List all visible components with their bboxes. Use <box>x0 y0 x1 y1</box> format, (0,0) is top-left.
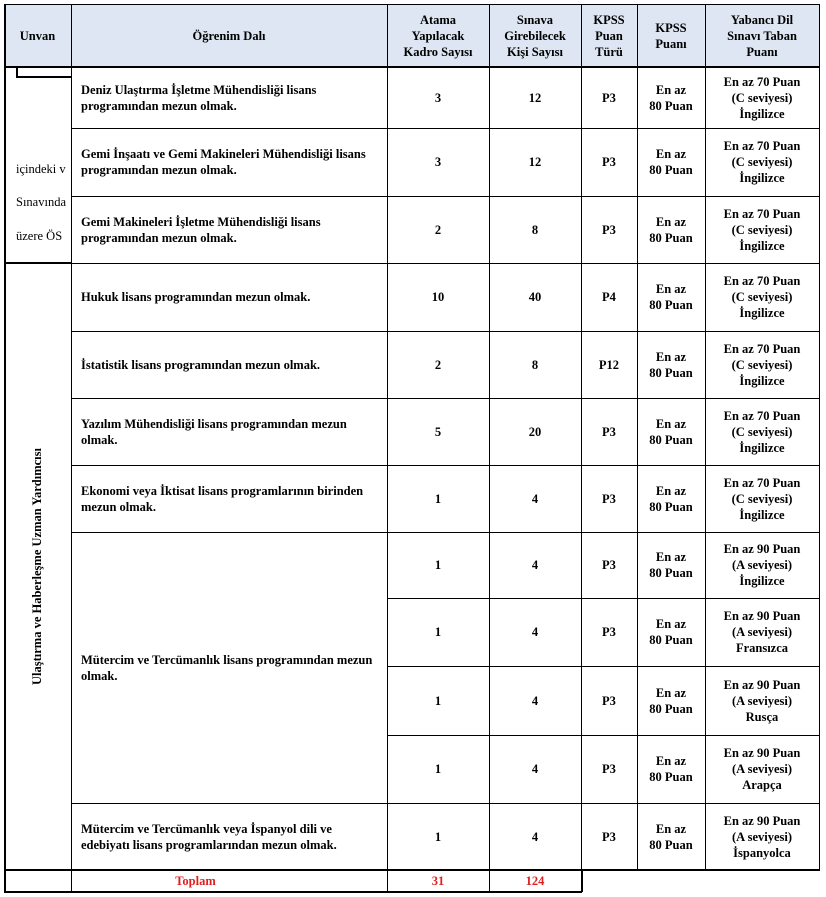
kpss-puan-turu-cell: P3 <box>602 693 616 708</box>
header-bottom-border <box>4 66 820 68</box>
yabanci-dil-line: En az 70 Puan <box>723 74 801 89</box>
header-kpss-puan-turu-line: Puan <box>595 28 623 43</box>
kpss-puani-text <box>649 549 692 581</box>
degree-cell: Yazılım Mühendisliği lisans programından mezun olmak. <box>81 416 347 447</box>
kpss-puani-line: En az <box>655 617 687 631</box>
kadro-sayisi-cell: 1 <box>434 693 442 708</box>
kpss-puani-text <box>649 281 692 313</box>
kpss-puani-line: En az <box>655 821 687 836</box>
yabanci-dil-line: En az 90 Puan <box>723 813 801 828</box>
kpss-puani-text <box>649 146 692 178</box>
kpss-puani-line: 80 Puan <box>649 701 693 716</box>
kpss-puani-line: En az <box>655 147 687 161</box>
bracket-mark-horizontal <box>16 76 71 78</box>
header-yabanci-dil-line: Sınavı Taban <box>727 28 797 43</box>
yabanci-dil-line: En az 70 Puan <box>723 475 801 490</box>
kpss-puan-turu-cell: P12 <box>598 357 620 372</box>
header-unvan: Unvan <box>4 4 71 67</box>
yabanci-dil-text <box>724 206 801 254</box>
kpss-puani-line: En az <box>655 82 687 97</box>
yabanci-dil-line: Fransızca <box>735 641 789 655</box>
yabanci-dil-line: (C seviyesi) <box>731 290 793 304</box>
table-bottom-line <box>4 869 820 871</box>
header-kpss-puani-text <box>655 20 686 52</box>
column-divider <box>71 4 72 892</box>
kpss-puani-cell <box>637 196 705 263</box>
kpss-puan-turu-cell: P3 <box>602 491 616 506</box>
yabanci-dil-line: (C seviyesi) <box>731 491 793 506</box>
kpss-puani-line: En az <box>655 685 687 700</box>
header-kisi-sayisi <box>489 4 581 67</box>
kpss-puani-line: En az <box>655 754 687 768</box>
degree-cell: Mütercim ve Tercümanlık veya İspanyol dili ve edebiyatı lisans programlarından mezun olmak. <box>81 821 337 852</box>
row-divider <box>71 465 820 466</box>
yabanci-dil-line: İspanyolca <box>733 845 791 860</box>
yabanci-dil-cell <box>705 666 819 735</box>
kadro-sayisi-cell: 5 <box>434 424 442 439</box>
yabanci-dil-text <box>724 74 801 122</box>
yabanci-dil-line: (C seviyesi) <box>731 357 793 372</box>
kpss-puani-cell <box>637 532 705 598</box>
total-kadro: 31 <box>431 874 445 888</box>
kpss-puani-text <box>649 349 692 381</box>
yabanci-dil-line: İngilizce <box>739 106 785 121</box>
header-kpss-puani-line: Puanı <box>655 36 687 51</box>
column-divider <box>581 4 582 892</box>
column-divider <box>489 4 490 892</box>
kadro-sayisi-cell: 1 <box>434 558 442 572</box>
yabanci-dil-text <box>724 273 801 321</box>
kpss-puani-cell <box>637 465 705 532</box>
yabanci-dil-text <box>724 408 801 456</box>
yabanci-dil-cell <box>705 128 819 196</box>
yabanci-dil-line: En az 70 Puan <box>723 274 801 288</box>
row-divider <box>387 598 820 599</box>
header-kisi-sayisi-line: Girebilecek <box>504 28 566 43</box>
left-column-text-fragment: üzere ÖS <box>16 229 63 243</box>
header-kpss-puan-turu-text <box>593 12 624 60</box>
kpss-puan-turu-cell: P3 <box>602 155 616 169</box>
degree-cell: Gemi İnşaatı ve Gemi Makineleri Mühendisliği lisans programından mezun olmak. <box>81 147 366 177</box>
yabanci-dil-text <box>724 608 801 656</box>
row-divider <box>387 735 820 736</box>
kpss-puani-line: 80 Puan <box>649 499 693 514</box>
kpss-puani-text <box>649 82 692 114</box>
yabanci-dil-text <box>724 677 801 725</box>
kisi-sayisi-cell: 4 <box>531 625 539 639</box>
row-divider <box>71 803 820 804</box>
row-divider <box>71 331 820 332</box>
yabanci-dil-line: (A seviyesi) <box>731 625 793 639</box>
header-yabanci-dil-text <box>727 12 797 60</box>
yabanci-dil-line: En az 70 Puan <box>723 408 801 423</box>
kadro-sayisi-cell: 3 <box>434 155 442 169</box>
kadro-sayisi-cell: 2 <box>434 222 442 237</box>
row-divider <box>71 196 820 197</box>
yabanci-dil-line: Rusça <box>745 709 779 724</box>
yabanci-dil-line: (A seviyesi) <box>731 558 793 572</box>
kisi-sayisi-cell: 4 <box>531 558 539 572</box>
yabanci-dil-line: İngilizce <box>739 574 785 588</box>
yabanci-dil-text <box>724 745 801 793</box>
yabanci-dil-line: Arapça <box>742 778 782 792</box>
kpss-puan-turu-cell: P3 <box>602 829 616 844</box>
header-kadro-sayisi <box>387 4 489 67</box>
left-column-text-fragment: içindeki v <box>16 162 66 176</box>
kpss-puani-text <box>649 483 692 515</box>
kisi-sayisi-cell: 4 <box>531 829 539 844</box>
kpss-puani-text <box>649 685 692 717</box>
kpss-puani-line: 80 Puan <box>649 837 693 852</box>
header-kadro-sayisi-line: Atama <box>419 12 457 27</box>
total-bottom-border <box>4 891 582 893</box>
kadro-sayisi-cell: 1 <box>434 829 442 844</box>
header-kadro-sayisi-text <box>404 12 473 60</box>
degree-cell-merged: Mütercim ve Tercümanlık lisans programından mezun olmak. <box>81 652 373 683</box>
yabanci-dil-text <box>724 541 801 589</box>
kpss-puani-line: En az <box>655 349 687 364</box>
yabanci-dil-line: İngilizce <box>739 306 785 320</box>
row-divider <box>387 666 820 667</box>
row-divider <box>71 263 820 264</box>
kadro-sayisi-cell: 1 <box>434 762 442 776</box>
kpss-puani-cell <box>637 398 705 465</box>
kadro-sayisi-cell: 3 <box>434 90 442 105</box>
degree-cell: Gemi Makineleri İşletme Mühendisliği lisans programından mezun olmak. <box>81 214 321 245</box>
header-yabanci-dil-line: Yabancı Dil <box>730 12 794 27</box>
kpss-puan-turu-cell: P3 <box>602 762 616 776</box>
yabanci-dil-line: (C seviyesi) <box>731 155 793 169</box>
kadro-sayisi-cell: 2 <box>434 357 442 372</box>
kpss-puani-cell <box>637 803 705 870</box>
yabanci-dil-line: (C seviyesi) <box>731 222 793 237</box>
degree-cell: İstatistik lisans programından mezun olmak. <box>81 357 321 372</box>
group-separator <box>4 262 72 264</box>
header-yabanci-dil-line: Puanı <box>746 44 778 59</box>
kisi-sayisi-cell: 20 <box>528 424 542 439</box>
yabanci-dil-cell <box>705 196 819 263</box>
yabanci-dil-cell <box>705 398 819 465</box>
row-divider <box>71 128 820 129</box>
kpss-puani-line: 80 Puan <box>649 365 693 380</box>
kpss-puan-turu-cell: P3 <box>602 424 616 439</box>
kisi-sayisi-cell: 4 <box>531 762 539 776</box>
kpss-puani-line: 80 Puan <box>649 432 693 447</box>
yabanci-dil-text <box>724 138 801 186</box>
header-kisi-sayisi-text <box>504 12 566 60</box>
yabanci-dil-line: İngilizce <box>739 373 785 388</box>
kpss-puan-turu-cell: P3 <box>602 625 616 639</box>
kpss-puani-line: En az <box>655 282 687 296</box>
yabanci-dil-cell <box>705 803 819 870</box>
row-divider <box>71 532 820 533</box>
total-label: Toplam <box>175 874 216 888</box>
total-kisi: 124 <box>525 874 545 888</box>
unvan-title-text: Ulaştırma ve Haberleşme Uzman Yardımcısı <box>30 448 44 685</box>
yabanci-dil-line: En az 90 Puan <box>723 609 801 623</box>
yabanci-dil-line: İngilizce <box>739 238 785 253</box>
header-kisi-sayisi-line: Sınava <box>516 12 554 27</box>
header-kpss-puan-turu-line: KPSS <box>593 12 625 27</box>
kisi-sayisi-cell: 12 <box>528 155 542 169</box>
yabanci-dil-cell <box>705 331 819 398</box>
row-divider <box>71 398 820 399</box>
kpss-puani-line: 80 Puan <box>649 163 693 177</box>
yabanci-dil-cell <box>705 465 819 532</box>
yabanci-dil-text <box>724 813 801 861</box>
kpss-puani-line: En az <box>655 550 687 564</box>
kpss-puani-cell <box>637 666 705 735</box>
kadro-sayisi-cell: 10 <box>431 290 445 304</box>
kpss-puan-turu-cell: P3 <box>602 222 616 237</box>
kpss-puani-text <box>649 616 692 648</box>
yabanci-dil-line: (C seviyesi) <box>731 424 793 439</box>
kisi-sayisi-cell: 40 <box>528 290 542 304</box>
kpss-puani-text <box>649 821 692 853</box>
kpss-puan-turu-cell: P3 <box>602 90 616 105</box>
kisi-sayisi-cell: 12 <box>528 90 542 105</box>
yabanci-dil-line: En az 70 Puan <box>723 206 801 221</box>
yabanci-dil-line: En az 90 Puan <box>723 746 801 760</box>
column-divider <box>387 4 388 892</box>
yabanci-dil-line: En az 70 Puan <box>723 341 801 356</box>
kpss-puani-cell <box>637 67 705 128</box>
degree-cell: Deniz Ulaştırma İşletme Mühendisliği lisans programından mezun olmak. <box>81 82 317 113</box>
header-kadro-sayisi-line: Kadro Sayısı <box>403 44 473 59</box>
header-kpss-puan-turu-line: Türü <box>595 44 623 59</box>
kpss-puani-line: 80 Puan <box>649 633 693 647</box>
yabanci-dil-cell <box>705 263 819 331</box>
header-kisi-sayisi-line: Kişi Sayısı <box>507 44 563 59</box>
kpss-puani-line: 80 Puan <box>649 298 693 312</box>
header-kpss-puan-turu <box>581 4 637 67</box>
yabanci-dil-line: (A seviyesi) <box>731 829 793 844</box>
kpss-puani-cell <box>637 331 705 398</box>
kpss-puani-line: 80 Puan <box>649 98 693 113</box>
unvan-title <box>4 263 71 870</box>
kpss-puani-line: En az <box>655 214 687 229</box>
yabanci-dil-cell <box>705 735 819 803</box>
column-divider <box>705 4 706 870</box>
kisi-sayisi-cell: 8 <box>531 357 539 372</box>
degree-cell: Hukuk lisans programından mezun olmak. <box>81 290 311 304</box>
kpss-puani-cell <box>637 598 705 666</box>
yabanci-dil-line: (A seviyesi) <box>731 693 793 708</box>
header-kpss-puani-line: KPSS <box>655 20 687 35</box>
kpss-puan-turu-cell: P3 <box>602 558 616 572</box>
yabanci-dil-cell <box>705 532 819 598</box>
kpss-puani-cell <box>637 735 705 803</box>
kpss-puani-cell <box>637 128 705 196</box>
yabanci-dil-cell <box>705 67 819 128</box>
yabanci-dil-cell <box>705 598 819 666</box>
column-divider <box>637 4 638 870</box>
yabanci-dil-line: (C seviyesi) <box>731 90 793 105</box>
degree-cell: Ekonomi veya İktisat lisans programlarının birinden mezun olmak. <box>81 483 364 514</box>
kpss-puani-line: 80 Puan <box>649 230 693 245</box>
kpss-puani-line: En az <box>655 483 687 498</box>
kpss-puani-cell <box>637 263 705 331</box>
kpss-puani-text <box>649 214 692 246</box>
yabanci-dil-line: İngilizce <box>739 507 785 522</box>
kpss-puani-line: 80 Puan <box>649 770 693 784</box>
yabanci-dil-line: İngilizce <box>739 440 785 455</box>
yabanci-dil-text <box>724 341 801 389</box>
table-border-left <box>4 4 6 892</box>
left-column-text-fragment: Sınavında <box>16 195 66 209</box>
kisi-sayisi-cell: 4 <box>531 491 539 506</box>
kpss-puani-text <box>649 753 692 785</box>
yabanci-dil-line: En az 90 Puan <box>723 677 801 692</box>
kisi-sayisi-cell: 8 <box>531 222 539 237</box>
kpss-puani-line: 80 Puan <box>649 566 693 580</box>
kisi-sayisi-cell: 4 <box>531 693 539 708</box>
kadro-sayisi-cell: 1 <box>434 491 442 506</box>
kpss-puani-text <box>649 416 692 448</box>
header-kpss-puani <box>637 4 705 67</box>
table-border-right <box>819 4 820 870</box>
table-border-top <box>4 4 820 5</box>
header-yabanci-dil <box>705 4 819 67</box>
total-right-border <box>581 870 583 892</box>
yabanci-dil-line: En az 70 Puan <box>723 139 801 153</box>
header-ogrenim-dali: Öğrenim Dalı <box>71 4 387 67</box>
yabanci-dil-line: En az 90 Puan <box>723 542 801 556</box>
kadro-sayisi-cell: 1 <box>434 625 442 639</box>
kpss-puani-line: En az <box>655 416 687 431</box>
yabanci-dil-text <box>724 475 801 523</box>
yabanci-dil-line: İngilizce <box>739 171 785 185</box>
header-kadro-sayisi-line: Yapılacak <box>411 28 465 43</box>
kpss-puan-turu-cell: P4 <box>602 290 616 304</box>
yabanci-dil-line: (A seviyesi) <box>731 762 793 776</box>
